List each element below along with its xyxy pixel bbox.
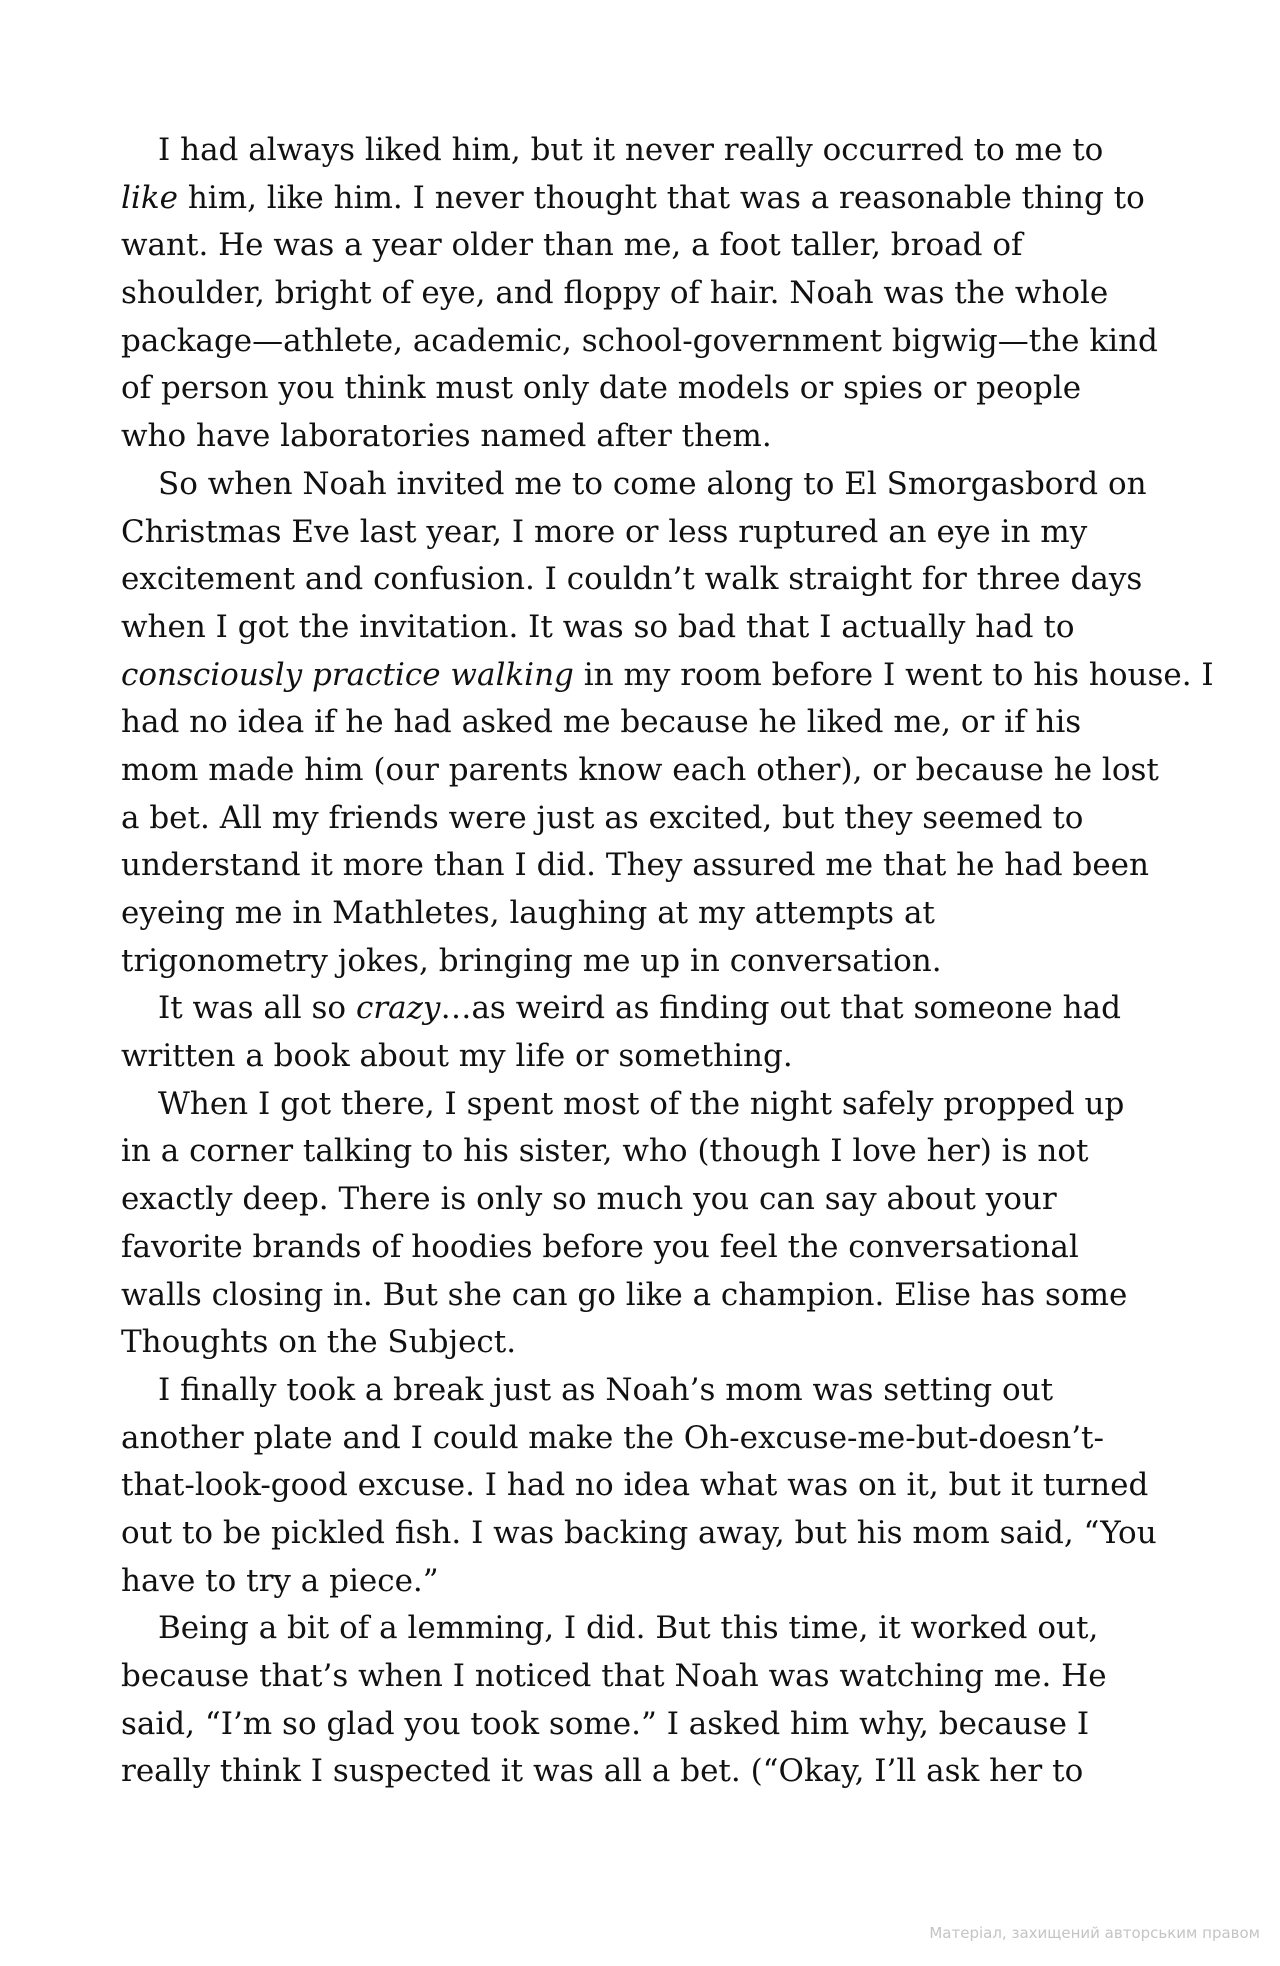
text-line bbox=[121, 365, 1171, 413]
text-line bbox=[121, 1462, 1171, 1510]
text-run: package—athlete, academic, school-government bigwig—the kind bbox=[121, 322, 1158, 359]
text-line bbox=[121, 1224, 1171, 1272]
text-run: that-look-good excuse. I had no idea what was on it, but it turned bbox=[121, 1467, 1149, 1504]
text-run: When I got there, I spent most of the night safely propped up bbox=[158, 1085, 1125, 1122]
text-line bbox=[121, 795, 1171, 843]
text-line bbox=[121, 1081, 1171, 1129]
text-run: excitement and confusion. I couldn’t walk straight for three days bbox=[121, 561, 1143, 598]
text-run: written a book about my life or something. bbox=[121, 1038, 793, 1075]
text-run: Being a bit of a lemming, I did. But this time, it worked out, bbox=[158, 1610, 1099, 1647]
text-run: in my room before I went to his house. I bbox=[573, 656, 1214, 693]
text-line bbox=[121, 318, 1171, 366]
text-run: Christmas Eve last year, I more or less ruptured an eye in my bbox=[121, 513, 1088, 550]
text-line bbox=[121, 509, 1171, 557]
text-line bbox=[121, 1415, 1171, 1463]
text-line bbox=[121, 1653, 1171, 1701]
text-run: understand it more than I did. They assured me that he had been bbox=[121, 847, 1149, 884]
text-line bbox=[121, 890, 1171, 938]
text-line bbox=[121, 1128, 1171, 1176]
text-line bbox=[121, 461, 1171, 509]
text-line bbox=[121, 699, 1171, 747]
text-run: out to be pickled fish. I was backing away, but his mom said, “You bbox=[121, 1514, 1157, 1551]
text-line bbox=[121, 556, 1171, 604]
text-line bbox=[121, 604, 1171, 652]
text-run: I finally took a break just as Noah’s mom was setting out bbox=[158, 1371, 1054, 1408]
text-line bbox=[121, 1176, 1171, 1224]
page-text bbox=[121, 127, 1214, 1796]
text-run: really think I suspected it was all a bet. (“Okay, I’ll ask her to bbox=[121, 1753, 1084, 1790]
text-run: walls closing in. But she can go like a champion. Elise has some bbox=[121, 1276, 1128, 1313]
text-run: another plate and I could make the Oh-excuse-me-but-doesn’t- bbox=[121, 1419, 1104, 1456]
text-run: trigonometry jokes, bringing me up in conversation. bbox=[121, 942, 942, 979]
text-run: I had always liked him, but it never really occurred to me to bbox=[158, 132, 1104, 168]
text-line bbox=[121, 747, 1171, 795]
text-line bbox=[121, 222, 1171, 270]
text-line bbox=[121, 127, 1171, 175]
text-run: said, “I’m so glad you took some.” I asked him why, because I bbox=[121, 1705, 1090, 1742]
text-line bbox=[121, 270, 1171, 318]
text-run: a bet. All my friends were just as excited, but they seemed to bbox=[121, 799, 1084, 836]
text-line bbox=[121, 938, 1171, 986]
text-run: had no idea if he had asked me because he liked me, or if his bbox=[121, 704, 1082, 741]
text-line bbox=[121, 842, 1171, 890]
text-run: in a corner talking to his sister, who (though I love her) is not bbox=[121, 1133, 1089, 1170]
text-line bbox=[121, 652, 1214, 700]
text-run: Thoughts on the Subject. bbox=[121, 1324, 517, 1361]
text-line bbox=[121, 1367, 1171, 1415]
text-run: who have laboratories named after them. bbox=[121, 418, 772, 455]
text-run: have to try a piece.” bbox=[121, 1562, 439, 1599]
italic-text: like bbox=[121, 179, 178, 216]
text-line bbox=[121, 985, 1171, 1033]
text-run: because that’s when I noticed that Noah was watching me. He bbox=[121, 1658, 1107, 1694]
text-line bbox=[121, 1558, 1171, 1606]
text-run: want. He was a year older than me, a foot taller, broad of bbox=[121, 227, 1023, 264]
text-run: him, like him. I never thought that was a reasonable thing to bbox=[177, 179, 1145, 216]
text-line bbox=[121, 1319, 1171, 1367]
text-line bbox=[121, 1272, 1171, 1320]
text-run: mom made him (our parents know each other), or because he lost bbox=[121, 751, 1159, 788]
text-line bbox=[121, 1510, 1171, 1558]
text-run: exactly deep. There is only so much you can say about your bbox=[121, 1181, 1057, 1218]
text-run: It was all so bbox=[158, 990, 356, 1027]
text-run: …as weird as finding out that someone had bbox=[440, 990, 1121, 1027]
text-line bbox=[121, 1605, 1171, 1653]
text-run: of person you think must only date models or spies or people bbox=[121, 370, 1082, 407]
italic-text: crazy bbox=[355, 990, 441, 1027]
text-run: So when Noah invited me to come along to El Smorgasbord on bbox=[158, 465, 1147, 502]
text-run: shoulder, bright of eye, and floppy of hair. Noah was the whole bbox=[121, 275, 1109, 312]
text-line bbox=[121, 175, 1171, 223]
text-line bbox=[121, 413, 1171, 461]
text-run: eyeing me in Mathletes, laughing at my attempts at bbox=[121, 895, 935, 931]
text-line bbox=[121, 1748, 1171, 1796]
text-run: favorite brands of hoodies before you feel the conversational bbox=[121, 1228, 1079, 1265]
copyright-watermark: Матеріал, захищений авторським правом bbox=[929, 1924, 1260, 1942]
text-line bbox=[121, 1701, 1171, 1749]
italic-text: consciously practice walking bbox=[121, 656, 574, 693]
text-line bbox=[121, 1033, 1171, 1081]
text-run: when I got the invitation. It was so bad that I actually had to bbox=[121, 608, 1075, 645]
